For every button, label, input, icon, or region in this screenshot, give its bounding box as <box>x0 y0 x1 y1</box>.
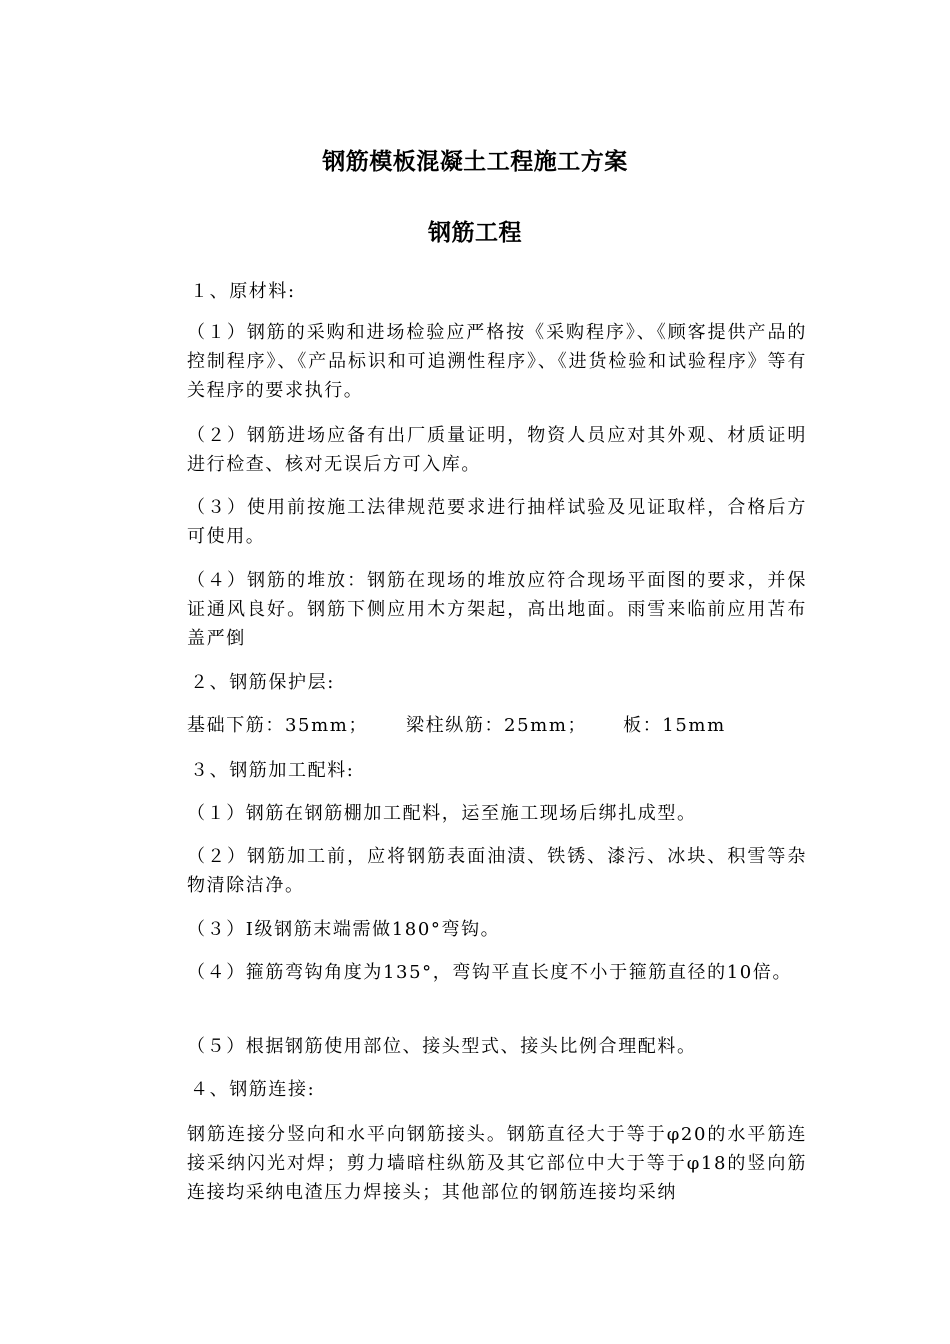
section-title: 钢筋工程 <box>428 220 522 246</box>
heading-cover-layer: ２、钢筋保护层: <box>190 672 335 693</box>
paragraph-storage: （４）钢筋的堆放：钢筋在现场的堆放应符合现场平面图的要求，并保证通风良好。钢筋下侧应用木方架起，高出地面。雨雪来临前应用苫布盖严倒 <box>187 570 807 649</box>
heading-raw-materials: １、原材料: <box>190 281 296 302</box>
document-title: 钢筋模板混凝土工程施工方案 <box>322 149 628 175</box>
paragraph-processing-shed: （１）钢筋在钢筋棚加工配料，运至施工现场后绑扎成型。 <box>187 803 697 824</box>
paragraph-material-planning: （５）根据钢筋使用部位、接头型式、接头比例合理配料。 <box>187 1036 697 1057</box>
cover-foundation: 基础下筋：35mm； <box>187 715 369 736</box>
heading-connection: ４、钢筋连接: <box>190 1079 316 1100</box>
cover-layer-values <box>187 711 807 740</box>
paragraph-procurement: （１）钢筋的采购和进场检验应严格按《采购程序》、《顾客提供产品的控制程序》、《产品标识和可追溯性程序》、《进货检验和试验程序》等有关程序的要求执行。 <box>187 322 807 401</box>
paragraph-quality-certificate: （２）钢筋进场应备有出厂质量证明，物资人员应对其外观、材质证明进行检查、核对无误后方可入库。 <box>187 425 807 475</box>
paragraph-stirrup-hook: （４）箍筋弯钩角度为135°，弯钩平直长度不小于箍筋直径的10倍。 <box>187 962 793 983</box>
paragraph-hook-180: （３）Ⅰ级钢筋末端需做180°弯钩。 <box>187 919 501 940</box>
heading-processing: ３、钢筋加工配料: <box>190 760 355 781</box>
paragraph-sampling-test: （３）使用前按施工法律规范要求进行抽样试验及见证取样，合格后方可使用。 <box>187 497 807 547</box>
paragraph-connection: 钢筋连接分竖向和水平向钢筋接头。钢筋直径大于等于φ20的水平筋连接采纳闪光对焊；剪力墙暗柱纵筋及其它部位中大于等于φ18的竖向筋连接均采纳电渣压力焊接头；其他部位的钢筋连接均采纳 <box>187 1124 807 1203</box>
paragraph-surface-cleaning: （２）钢筋加工前，应将钢筋表面油渍、铁锈、漆污、冰块、积雪等杂物清除洁净。 <box>187 846 807 896</box>
cover-slab: 板：15mm <box>623 715 726 736</box>
cover-beam-column: 梁柱纵筋：25mm； <box>406 715 588 736</box>
